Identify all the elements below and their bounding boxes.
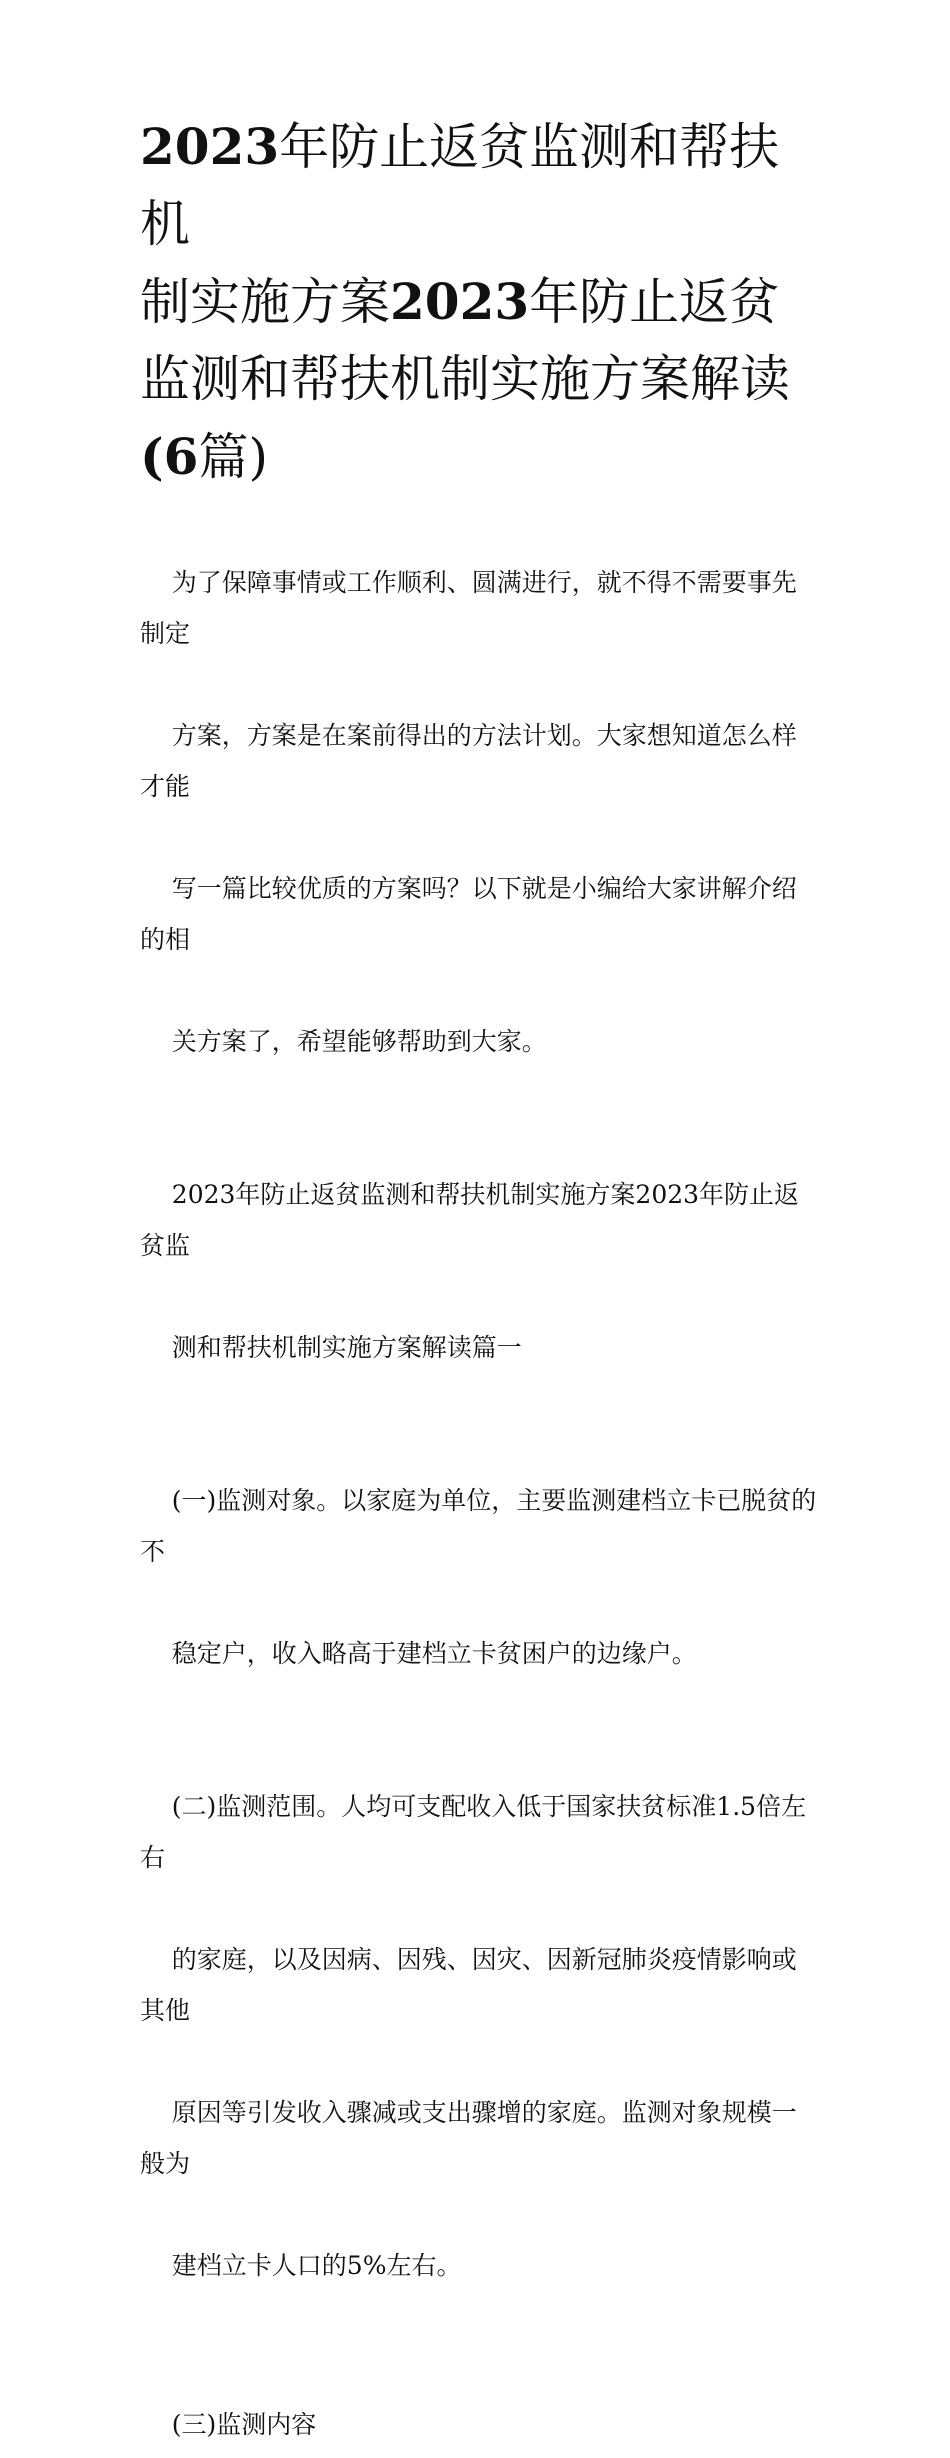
section-heading <box>140 1118 820 1424</box>
text-line: (二)监测范围。人均可支配收入低于国家扶贫标准1.5倍左右 <box>140 1792 807 1872</box>
text-line: (一)监测对象。以家庭为单位，主要监测建档立卡已脱贫的不 <box>140 1486 817 1566</box>
document-title <box>140 108 820 496</box>
text-line: 测和帮扶机制实施方案解读篇一 <box>171 1333 522 1362</box>
title-number: (6 <box>140 427 199 486</box>
title-text: 篇) <box>198 428 268 486</box>
item-monitoring-content <box>140 2348 820 2458</box>
text-line: 建档立卡人口的5%左右。 <box>171 2251 462 2280</box>
text-line: 稳定户，收入略高于建档立卡贫困户的边缘户。 <box>171 1639 697 1668</box>
title-text: 监测和帮扶机制实施方案解读 <box>140 350 790 408</box>
text-line: 为了保障事情或工作顺利、圆满进行，就不得不需要事先制定 <box>140 568 797 648</box>
text-line: 关方案了，希望能够帮助到大家。 <box>171 1027 547 1056</box>
text-line: 方案，方案是在案前得出的方法计划。大家想知道怎么样才能 <box>140 721 797 801</box>
intro-paragraph <box>140 506 820 1118</box>
title-text: 年防止返贫 <box>529 273 780 331</box>
title-number: 2023 <box>390 272 530 331</box>
title-number: 2023 <box>140 117 280 176</box>
title-text: 制实施方案 <box>140 273 390 331</box>
item-monitoring-scope <box>140 1730 820 2342</box>
text-line: 写一篇比较优质的方案吗？以下就是小编给大家讲解介绍的相 <box>140 874 797 954</box>
text-line: 的家庭，以及因病、因残、因灾、因新冠肺炎疫情影响或其他 <box>140 1945 797 2025</box>
title-text: 年防止返贫监测和帮扶机 <box>140 118 780 253</box>
document-page <box>140 108 820 2458</box>
text-line: 原因等引发收入骤减或支出骤增的家庭。监测对象规模一般为 <box>140 2098 797 2178</box>
text-line: 2023年防止返贫监测和帮扶机制实施方案2023年防止返贫监 <box>140 1180 800 1260</box>
item-monitoring-target <box>140 1424 820 1730</box>
text-line: (三)监测内容 <box>171 2410 317 2439</box>
